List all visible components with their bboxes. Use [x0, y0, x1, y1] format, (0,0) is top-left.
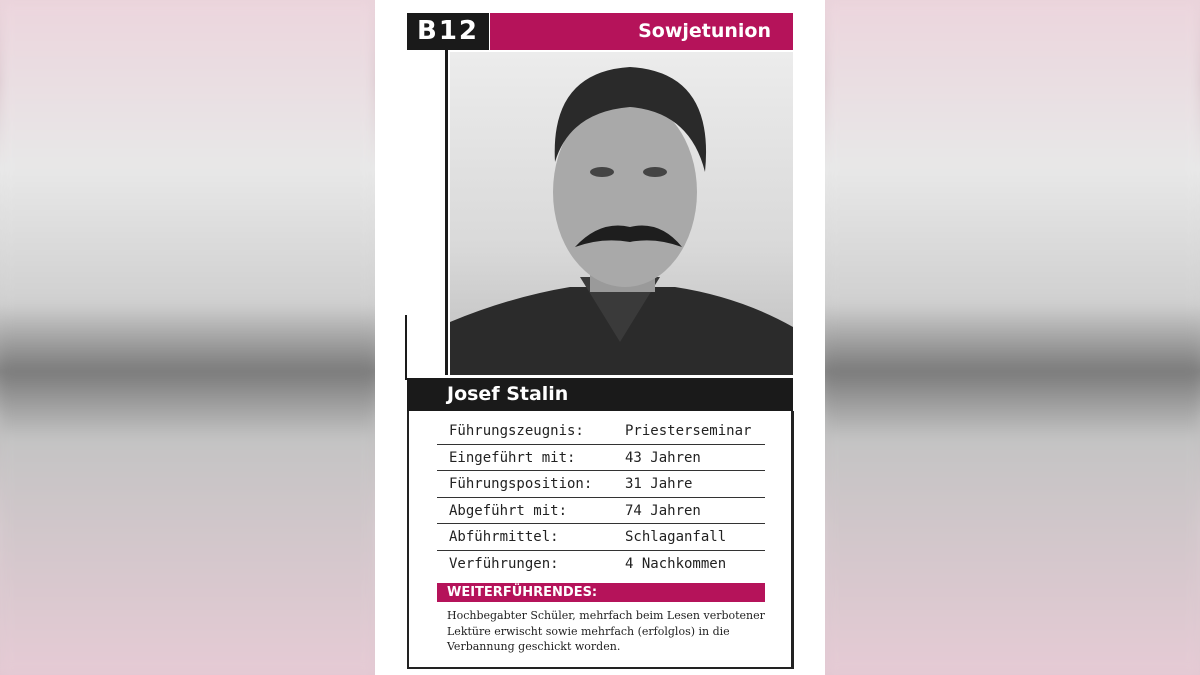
stat-value: 43 Jahren — [625, 449, 701, 466]
trading-card — [375, 0, 825, 675]
description-text: Hochbegabter Schüler, mehrfach beim Lesen verbotener Lektüre erwischt sowie mehrfach (erfolglos) in die Verbannung geschickt worden. — [447, 609, 765, 653]
stat-value: Priesterseminar — [625, 423, 752, 439]
stats-table — [437, 418, 765, 577]
person-name: Josef Stalin — [407, 378, 793, 411]
stat-label: Abgeführt mit: — [449, 502, 568, 519]
portrait-photo — [450, 52, 793, 375]
stat-label: Führungsposition: — [449, 476, 593, 492]
blurred-background-left — [0, 0, 375, 675]
stat-label: Eingeführt mit: — [449, 449, 576, 466]
stat-value: 74 Jahren — [625, 502, 701, 519]
stat-row — [437, 498, 765, 525]
stat-row — [437, 418, 765, 445]
stat-value: 4 Nachkommen — [625, 555, 727, 572]
stat-label: Verführungen: — [449, 555, 559, 572]
divider — [405, 315, 407, 380]
stat-row — [437, 524, 765, 551]
stat-row — [437, 471, 765, 498]
section-title: WEITERFÜHRENDES: — [437, 583, 765, 602]
stat-row — [437, 551, 765, 578]
stat-label: Abführmittel: — [449, 529, 559, 545]
stat-value: 31 Jahre — [625, 476, 693, 492]
country-banner: Sowjetunion — [490, 13, 793, 50]
blurred-background-right — [825, 0, 1200, 675]
card-code: B12 — [407, 13, 489, 50]
divider — [445, 50, 448, 375]
stat-row — [437, 445, 765, 472]
stat-label: Führungszeugnis: — [449, 423, 584, 439]
stat-value: Schlaganfall — [625, 529, 727, 545]
